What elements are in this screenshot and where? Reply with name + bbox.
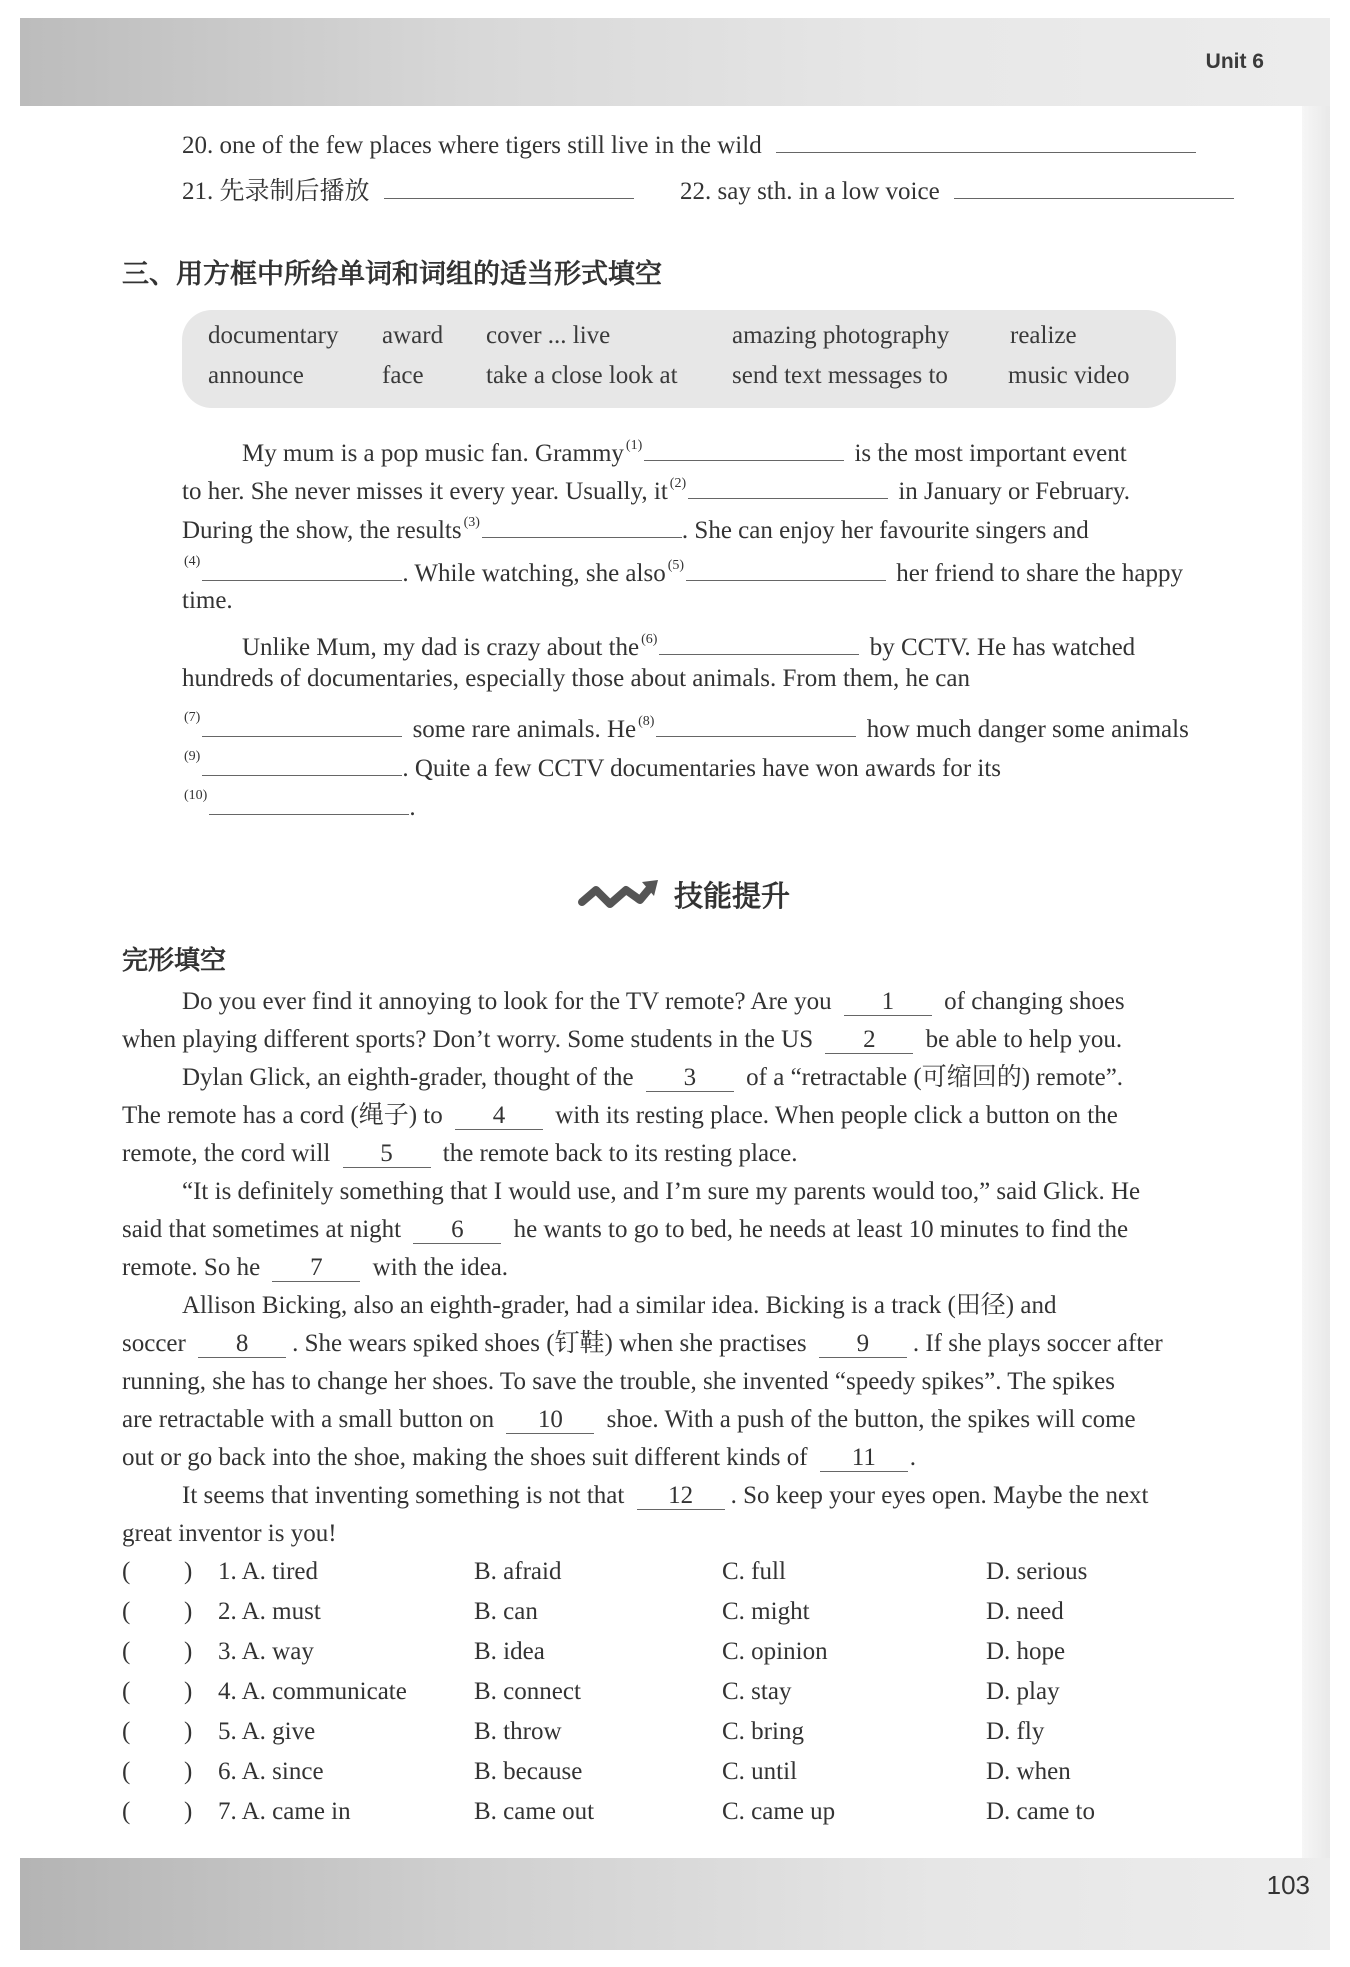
- answer-bracket-close: ): [184, 1638, 193, 1665]
- question-row: [122, 1758, 1222, 1792]
- cloze-line: [122, 1328, 1163, 1360]
- blank-number: (8): [638, 714, 655, 729]
- question-row: [122, 1678, 1222, 1712]
- unit-label: Unit 6: [1205, 50, 1264, 73]
- passage-text: he wants to go to bed, he needs at least 10 minutes to find the: [513, 1216, 1129, 1243]
- blank-number: (7): [184, 710, 201, 725]
- passage-text: by CCTV. He has watched: [869, 634, 1136, 661]
- passage-text: are retractable with a small button on: [122, 1406, 495, 1433]
- option-b[interactable]: B. because: [474, 1758, 583, 1785]
- cloze-line: [182, 986, 1125, 1018]
- phrase-text: 22. say sth. in a low voice: [680, 178, 940, 205]
- passage-text: . So keep your eyes open. Maybe the next: [730, 1482, 1149, 1509]
- option-d[interactable]: D. when: [986, 1758, 1071, 1785]
- passage-line: [182, 663, 970, 695]
- answer-bracket-open[interactable]: (: [122, 1798, 131, 1825]
- option-b[interactable]: B. can: [474, 1598, 538, 1625]
- cloze-blank[interactable]: 9: [819, 1331, 907, 1358]
- passage-line: [242, 430, 1127, 470]
- passage-text: remote, the cord will: [122, 1140, 331, 1167]
- passage-text: Do you ever find it annoying to look for the TV remote? Are you: [182, 988, 832, 1015]
- passage-text: to her. She never misses it every year. Usually, it: [182, 478, 668, 505]
- option-d[interactable]: D. fly: [986, 1718, 1045, 1745]
- passage-text: when playing different sports? Don’t worry. Some students in the US: [122, 1026, 814, 1053]
- cloze-line: [122, 1252, 508, 1284]
- option-b[interactable]: B. connect: [474, 1678, 581, 1705]
- page-footer-band: [20, 1858, 1330, 1950]
- passage-line: [182, 702, 1189, 746]
- question-row: [122, 1718, 1222, 1752]
- passage-text: her friend to share the happy: [896, 560, 1183, 587]
- passage-text: Dylan Glick, an eighth-grader, thought of the: [182, 1064, 634, 1091]
- answer-blank[interactable]: [202, 554, 402, 581]
- blank-number: (2): [669, 476, 687, 491]
- passage-line: [242, 624, 1135, 664]
- skills-title-text: 技能提升: [674, 879, 791, 913]
- cloze-blank[interactable]: 4: [455, 1103, 543, 1130]
- page-header-band: [20, 18, 1330, 106]
- passage-text: out or go back into the shoe, making the shoes suit different kinds of: [122, 1444, 808, 1471]
- passage-text: the remote back to its resting place.: [442, 1140, 798, 1167]
- cloze-line: [182, 1290, 1056, 1322]
- option-a[interactable]: 7. A. came in: [218, 1798, 351, 1825]
- phrase-text: 20. one of the few places where tigers still live in the wild: [182, 132, 762, 159]
- answer-blank[interactable]: [659, 628, 859, 655]
- cloze-blank[interactable]: 5: [343, 1141, 431, 1168]
- blank-number: (1): [625, 438, 643, 453]
- cloze-blank[interactable]: 2: [825, 1027, 913, 1054]
- blank-number: (6): [641, 632, 658, 647]
- option-c[interactable]: C. might: [722, 1598, 810, 1625]
- passage-text: with the idea.: [372, 1254, 509, 1281]
- option-d[interactable]: D. need: [986, 1598, 1064, 1625]
- option-c[interactable]: C. full: [722, 1558, 786, 1585]
- answer-blank[interactable]: [686, 554, 886, 581]
- word-bank-item: send text messages to: [732, 362, 948, 389]
- passage-line: [182, 780, 416, 824]
- option-a[interactable]: 4. A. communicate: [218, 1678, 407, 1705]
- option-c[interactable]: C. until: [722, 1758, 798, 1785]
- word-bank-item: realize: [1010, 322, 1077, 349]
- word-bank-item: award: [382, 322, 444, 349]
- answer-blank[interactable]: [644, 434, 844, 461]
- passage-text: . If she plays soccer after: [912, 1330, 1163, 1357]
- cloze-heading: 完形填空: [122, 946, 227, 976]
- answer-bracket-open[interactable]: (: [122, 1678, 131, 1705]
- passage-text: with its resting place. When people click a button on the: [555, 1102, 1118, 1129]
- blank-number: (10): [184, 788, 208, 803]
- page-number: 103: [1266, 1870, 1310, 1900]
- answer-bracket-open[interactable]: (: [122, 1758, 131, 1785]
- option-b[interactable]: B. throw: [474, 1718, 562, 1745]
- passage-text: time.: [182, 587, 233, 614]
- answer-bracket-close: ): [184, 1798, 193, 1825]
- option-d[interactable]: D. came to: [986, 1798, 1095, 1825]
- option-b[interactable]: B. came out: [474, 1798, 595, 1825]
- answer-bracket-open[interactable]: (: [122, 1558, 131, 1585]
- passage-text: shoe. With a push of the button, the spikes will come: [606, 1406, 1136, 1433]
- blank-number: (9): [184, 749, 201, 764]
- page-edge-shade: [1302, 106, 1330, 1858]
- cloze-blank[interactable]: 6: [413, 1217, 501, 1244]
- answer-bracket-close: ): [184, 1598, 193, 1625]
- option-a[interactable]: 5. A. give: [218, 1718, 316, 1745]
- passage-text: . While watching, she also: [402, 560, 666, 587]
- passage-text: some rare animals. He: [412, 716, 637, 743]
- cloze-line: [122, 1442, 916, 1474]
- cloze-blank[interactable]: 11: [820, 1445, 908, 1472]
- option-c[interactable]: C. stay: [722, 1678, 792, 1705]
- word-bank-item: documentary: [208, 322, 339, 349]
- option-a[interactable]: 6. A. since: [218, 1758, 324, 1785]
- skills-section-title: [578, 874, 790, 915]
- cloze-line: [182, 1176, 1140, 1208]
- passage-text: . She wears spiked shoes (钉鞋) when she practises: [292, 1330, 807, 1357]
- cloze-blank[interactable]: 12: [637, 1483, 725, 1510]
- option-c[interactable]: C. came up: [722, 1798, 836, 1825]
- passage-text: The remote has a cord (绳子) to: [122, 1102, 443, 1129]
- answer-blank[interactable]: [202, 710, 402, 737]
- blank-number: (3): [463, 515, 480, 530]
- cloze-blank[interactable]: 1: [844, 989, 932, 1016]
- passage-line: [182, 546, 1183, 590]
- option-a[interactable]: 3. A. way: [218, 1638, 314, 1665]
- word-bank-item: music video: [1008, 362, 1130, 389]
- answer-blank[interactable]: [656, 710, 856, 737]
- answer-bracket-close: ): [184, 1678, 193, 1705]
- word-bank-item: face: [382, 362, 424, 389]
- trend-arrow-icon: [578, 878, 660, 912]
- passage-text: how much danger some animals: [866, 716, 1189, 743]
- phrase-item-20: [182, 126, 1196, 162]
- passage-line: [182, 585, 233, 617]
- passage-text: Unlike Mum, my dad is crazy about the: [242, 634, 640, 661]
- passage-text: of changing shoes: [944, 988, 1125, 1015]
- answer-blank[interactable]: [384, 172, 634, 199]
- passage-text: is the most important event: [854, 440, 1127, 467]
- question-row: [122, 1798, 1222, 1832]
- passage-line: [182, 468, 1130, 508]
- word-bank-item: amazing photography: [732, 322, 950, 349]
- option-a[interactable]: 2. A. must: [218, 1598, 321, 1625]
- option-c[interactable]: C. opinion: [722, 1638, 828, 1665]
- answer-bracket-close: ): [184, 1558, 193, 1585]
- question-row: [122, 1638, 1222, 1672]
- passage-text: .: [909, 1444, 917, 1471]
- passage-text: .: [409, 794, 416, 821]
- word-bank: [182, 310, 1176, 408]
- passage-text: of a “retractable (可缩回的) remote”.: [746, 1064, 1124, 1091]
- answer-bracket-open[interactable]: (: [122, 1638, 131, 1665]
- cloze-blank[interactable]: 7: [272, 1255, 360, 1282]
- phrase-text: 21. 先录制后播放: [182, 178, 370, 205]
- passage-text: It seems that inventing something is not that: [182, 1482, 625, 1509]
- passage-text: “It is definitely something that I would use, and I’m sure my parents would too,” said Glick. He: [182, 1178, 1141, 1205]
- section-heading: 三、用方框中所给单词和词组的适当形式填空: [122, 259, 662, 290]
- answer-blank[interactable]: [202, 749, 402, 776]
- cloze-line: [122, 1214, 1128, 1246]
- answer-blank[interactable]: [482, 511, 682, 538]
- passage-line: [182, 741, 1001, 785]
- passage-text: . Quite a few CCTV documentaries have won awards for its: [402, 755, 1002, 782]
- passage-text: soccer: [122, 1330, 186, 1357]
- cloze-blank[interactable]: 8: [198, 1331, 286, 1358]
- answer-blank[interactable]: [776, 126, 1196, 153]
- option-c[interactable]: C. bring: [722, 1718, 804, 1745]
- passage-text: running, she has to change her shoes. To save the trouble, she invented “speedy spikes”. The spikes: [122, 1368, 1115, 1395]
- passage-text: Allison Bicking, also an eighth-grader, had a similar idea. Bicking is a track (田径) and: [182, 1292, 1057, 1319]
- cloze-line: [122, 1518, 337, 1550]
- passage-text: said that sometimes at night: [122, 1216, 402, 1243]
- cloze-line: [182, 1480, 1149, 1512]
- cloze-blank[interactable]: 3: [646, 1065, 734, 1092]
- passage-text: My mum is a pop music fan. Grammy: [242, 440, 624, 467]
- passage-text: . She can enjoy her favourite singers and: [681, 517, 1089, 544]
- phrase-item-22: [680, 172, 1234, 208]
- cloze-line: [122, 1404, 1136, 1436]
- phrase-item-21: [182, 172, 634, 208]
- cloze-line: [122, 1138, 798, 1170]
- answer-blank[interactable]: [954, 172, 1234, 199]
- answer-bracket-open[interactable]: (: [122, 1718, 131, 1745]
- passage-line: [182, 507, 1089, 547]
- question-row: [122, 1598, 1222, 1632]
- question-row: [122, 1558, 1222, 1592]
- blank-number: (4): [184, 554, 201, 569]
- answer-blank[interactable]: [688, 472, 888, 499]
- passage-text: hundreds of documentaries, especially those about animals. From them, he can: [182, 665, 970, 692]
- option-d[interactable]: D. serious: [986, 1558, 1088, 1585]
- passage-text: be able to help you.: [925, 1026, 1123, 1053]
- option-a[interactable]: 1. A. tired: [218, 1558, 318, 1585]
- cloze-line: [122, 1100, 1118, 1132]
- passage-text: great inventor is you!: [122, 1520, 337, 1547]
- option-b[interactable]: B. afraid: [474, 1558, 562, 1585]
- cloze-line: [122, 1024, 1122, 1056]
- word-bank-item: cover ... live: [486, 322, 611, 349]
- passage-text: in January or February.: [898, 478, 1130, 505]
- answer-bracket-close: ): [184, 1758, 193, 1785]
- option-d[interactable]: D. hope: [986, 1638, 1066, 1665]
- passage-text: remote. So he: [122, 1254, 261, 1281]
- cloze-line: [182, 1062, 1123, 1094]
- blank-number: (5): [667, 558, 685, 573]
- option-d[interactable]: D. play: [986, 1678, 1060, 1705]
- cloze-blank[interactable]: 10: [506, 1407, 594, 1434]
- cloze-line: [122, 1366, 1115, 1398]
- answer-bracket-close: ): [184, 1718, 193, 1745]
- answer-blank[interactable]: [209, 788, 409, 815]
- option-b[interactable]: B. idea: [474, 1638, 545, 1665]
- passage-text: During the show, the results: [182, 517, 462, 544]
- word-bank-item: take a close look at: [486, 362, 678, 389]
- word-bank-item: announce: [208, 362, 304, 389]
- answer-bracket-open[interactable]: (: [122, 1598, 131, 1625]
